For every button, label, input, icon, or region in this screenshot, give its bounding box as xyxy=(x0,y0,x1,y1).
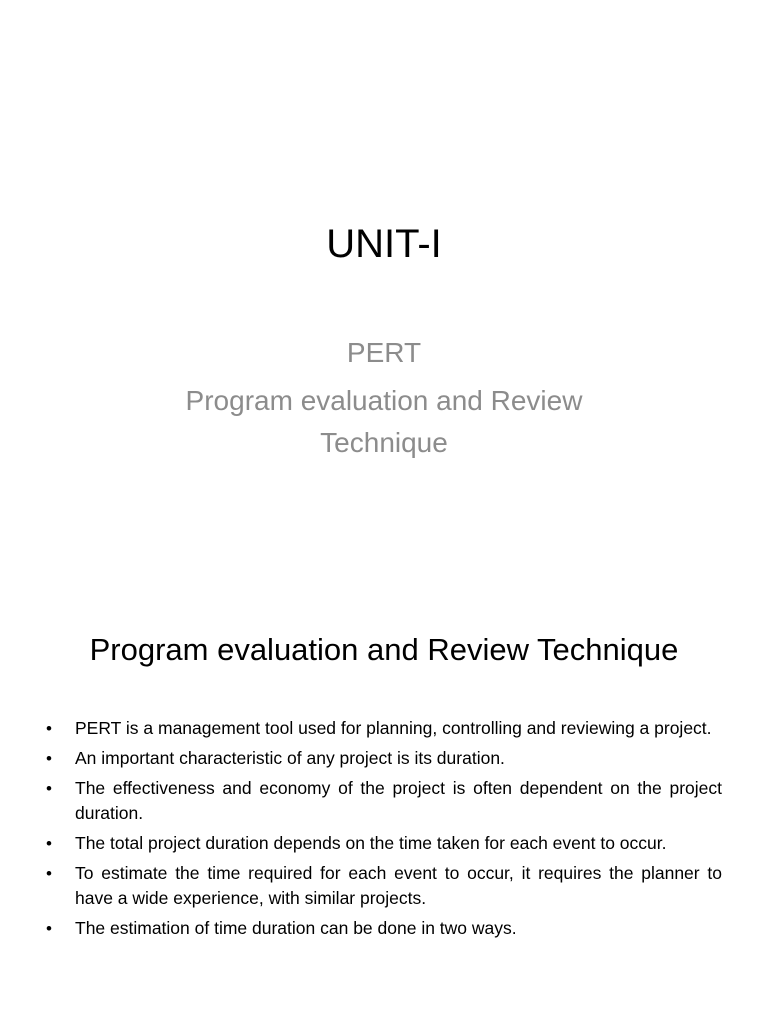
bullet-text: An important characteristic of any project is its duration. xyxy=(75,748,505,768)
bullet-text: To estimate the time required for each event to occur, it requires the planner to have a wide experience, with similar projects. xyxy=(75,863,722,908)
bullet-text: The total project duration depends on the time taken for each event to occur. xyxy=(75,833,667,853)
subtitle-full-name: Program evaluation and Review Technique xyxy=(185,385,583,458)
bullet-list xyxy=(46,716,722,946)
bullet-item xyxy=(46,746,722,771)
bullet-text: PERT is a management tool used for planning, controlling and reviewing a project. xyxy=(75,718,712,738)
bullet-text: The estimation of time duration can be done in two ways. xyxy=(75,918,517,938)
bullet-icon: • xyxy=(46,834,52,853)
content-slide xyxy=(0,576,768,1024)
slide-subtitle xyxy=(120,334,648,464)
bullet-icon: • xyxy=(46,919,52,938)
bullet-item xyxy=(46,776,722,826)
bullet-item xyxy=(46,716,722,741)
bullet-text: The effectiveness and economy of the project is often dependent on the project duration. xyxy=(75,778,722,823)
bullet-icon: • xyxy=(46,749,52,768)
bullet-icon: • xyxy=(46,779,52,798)
bullet-icon: • xyxy=(46,719,52,738)
content-slide-title: Program evaluation and Review Technique xyxy=(89,632,679,667)
bullet-item xyxy=(46,831,722,856)
bullet-item xyxy=(46,916,722,941)
bullet-item xyxy=(46,861,722,911)
bullet-icon: • xyxy=(46,864,52,883)
subtitle-acronym: PERT xyxy=(346,337,422,368)
slide-title: UNIT-I xyxy=(326,222,442,266)
